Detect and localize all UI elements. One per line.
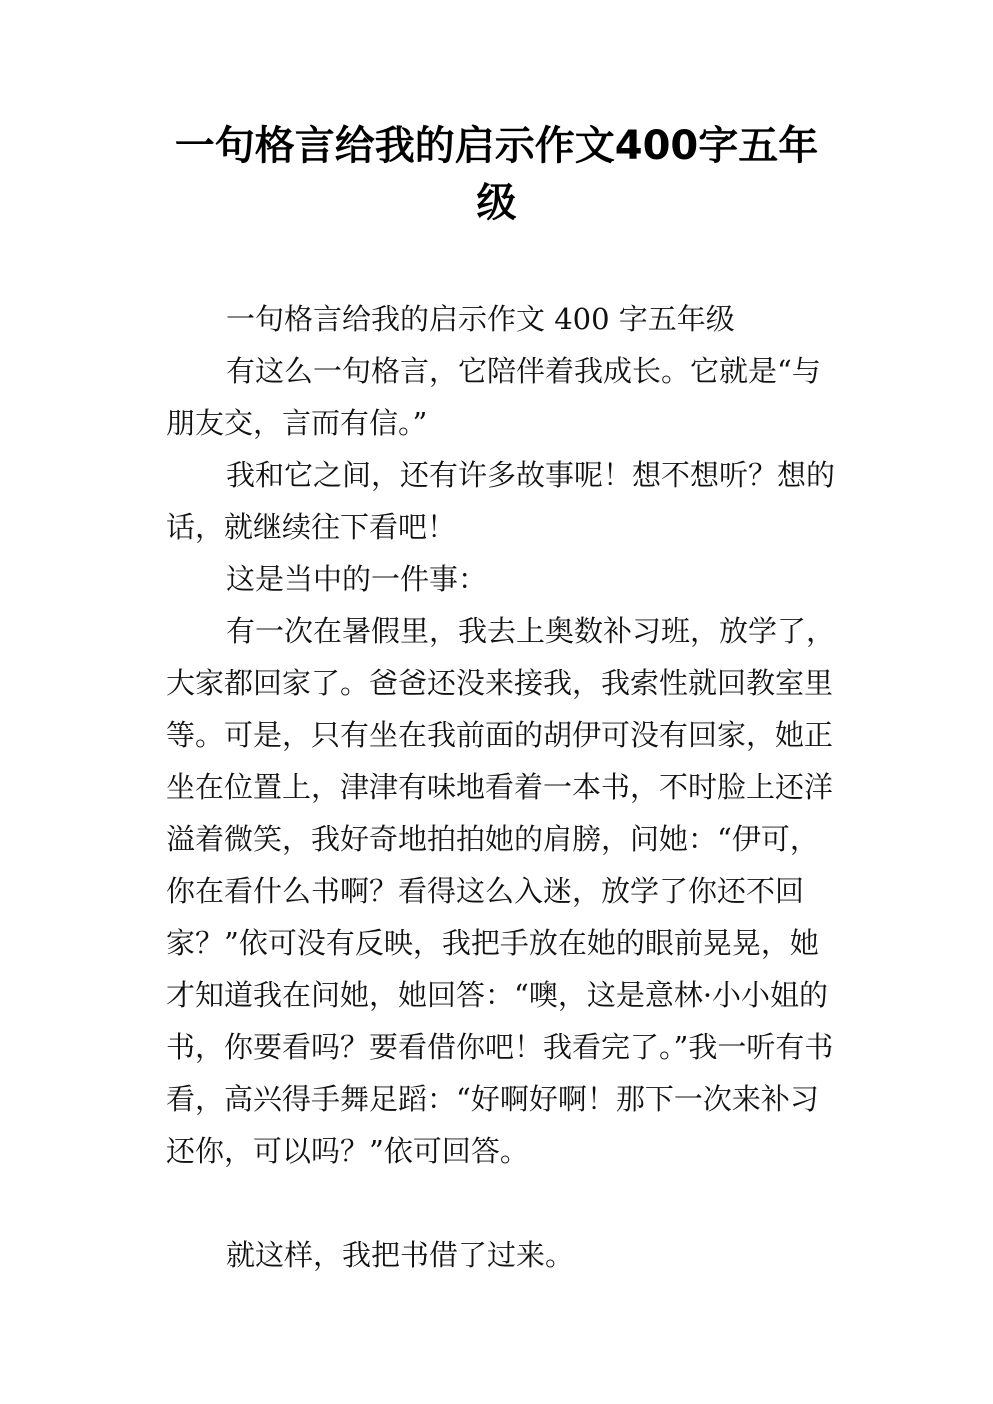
- paragraph-one-event: 这是当中的一件事：: [226, 562, 488, 596]
- paragraph-motto: 有这么一句格言，它陪伴着我成长。它就是“与朋友交，言而有信。”: [166, 354, 821, 440]
- document-body: [166, 293, 841, 1281]
- paragraph-stories: 我和它之间，还有许多故事呢！想不想听？想的话，就继续往下看吧！: [166, 458, 836, 544]
- document-title: 一句格言给我的启示作文400字五年级: [174, 123, 819, 226]
- paragraph-conclusion: 就这样，我把书借了过来。: [226, 1238, 575, 1272]
- paragraph-narrative: 有一次在暑假里，我去上奥数补习班，放学了，大家都回家了。爸爸还没来接我，我索性就回教室里等。可是，只有坐在我前面的胡伊可没有回家，她正坐在位置上，津津有味地看着一本书，不时脸上还洋溢着微笑，我好奇地拍拍她的肩膀，问她：“伊可，你在看什么书啊？看得这么入迷，放学了你还不回家？”依可没有反映，我把手放在她的眼前晃晃，她才知道我在问她，她回答：“噢，这是意林·小小姐的书，你要看吗？要看借你吧！我看完了。”我一听有书看，高兴得手舞足蹈：“好啊好啊！那下一次来补习还你，可以吗？”依可回答。: [166, 614, 836, 1168]
- paragraph-heading-repeat: 一句格言给我的启示作文 400 字五年级: [226, 302, 735, 336]
